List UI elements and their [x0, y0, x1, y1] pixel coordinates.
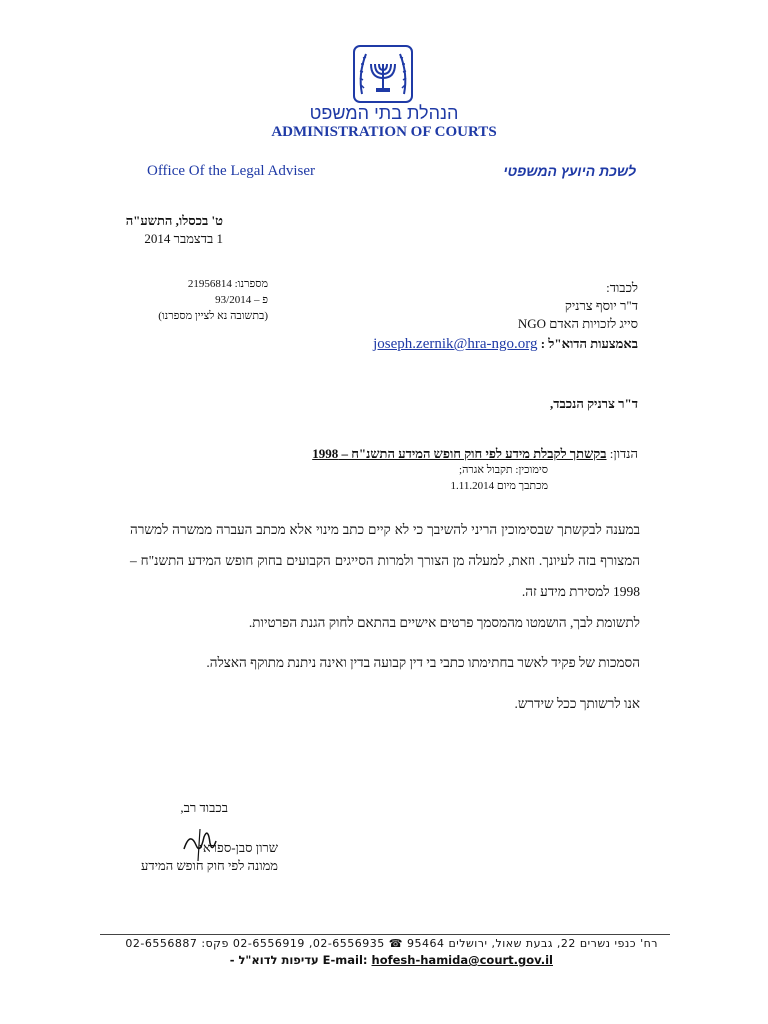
office-hebrew-name: לשכת היועץ המשפטי	[503, 163, 636, 179]
body-paragraph-3: הסמכות של פקיד לאשר בחתימתו כתבי בי דין קבועה בדין ואינה ניתנת מתוקף האצלה.	[206, 655, 640, 670]
court-english-title: ADMINISTRATION OF COURTS	[271, 124, 497, 140]
reference-number: מספרנו: 21956814	[187, 278, 268, 290]
court-hebrew-title: הנהלת בתי המשפט	[309, 103, 459, 123]
gregorian-date: 1 בדצמבר 2014	[144, 231, 223, 246]
office-english-name: Office Of the Legal Adviser	[147, 163, 315, 179]
footer-address: רח' כנפי נשרים 22, גבעת שאול, ירושלים 95464 ☎ 02-6556935, 02-6556919 פקס: 02-6556887	[125, 937, 658, 950]
reference-note: (בתשובה נא לציין מספרנו)	[158, 310, 268, 322]
footer-email-label: E-mail:	[322, 953, 368, 967]
subject-ref1: סימוכין: תקבול אגרה;	[459, 464, 548, 476]
hebrew-date: ט' בכסלו, התשע"ה	[125, 213, 223, 228]
signer-title: ממונה לפי חוק חופש המידע	[141, 858, 278, 873]
subject-text: בקשתך לקבלת מידע לפי חוק חופש המידע התשנ"ח – 1998	[312, 446, 607, 461]
body-paragraph-2: לתשומת לבך, הושמטו מהמסמך פרטים אישיים בהתאם לחוק הגנת הפרטיות.	[248, 615, 640, 630]
signer-name: שרון סבן-ספראי	[199, 840, 278, 855]
subject-line	[138, 446, 638, 462]
recipient-email-link[interactable]: joseph.zernik@hra-ngo.org	[373, 336, 538, 352]
footer-email-prefix: עדיפות לדוא"ל -	[229, 953, 319, 967]
state-emblem-icon	[352, 44, 414, 104]
file-number: פ – 93/2014	[215, 294, 268, 306]
footer-divider	[100, 934, 670, 935]
recipient-org: סייג לזכויות האדם NGO	[517, 316, 638, 331]
footer-email-line	[230, 953, 553, 967]
recipient-email-line	[238, 336, 638, 353]
subject-label: הנדון:	[609, 446, 638, 461]
body-paragraph-1: במענה לבקשתך שבסימוכין הריני להשיבך כי לא קיים כתב מינוי אלא מכתב העברה ממשרה למשרה המצורף בזה לעיונך. וזאת, למעלה מן הצורך ולמרות הסייגים הקבועים בחוק חופש המידע התשנ"ח – 1998 למסירת מידע זה.	[130, 522, 640, 599]
subject-ref2: מכתבך מיום 1.11.2014	[450, 480, 548, 492]
recipient-name: ד"ר יוסף צרניק	[564, 298, 638, 313]
greeting: ד"ר צרניק הנכבד,	[550, 396, 638, 411]
to-label: לכבוד:	[606, 280, 638, 295]
closing-regards: בכבוד רב,	[180, 800, 228, 815]
via-email-label: באמצעות הדוא"ל :	[540, 336, 638, 351]
footer-email-link[interactable]: hofesh-hamida@court.gov.il	[371, 953, 553, 967]
body-paragraph-4: אנו לרשותך ככל שידרש.	[514, 696, 640, 711]
